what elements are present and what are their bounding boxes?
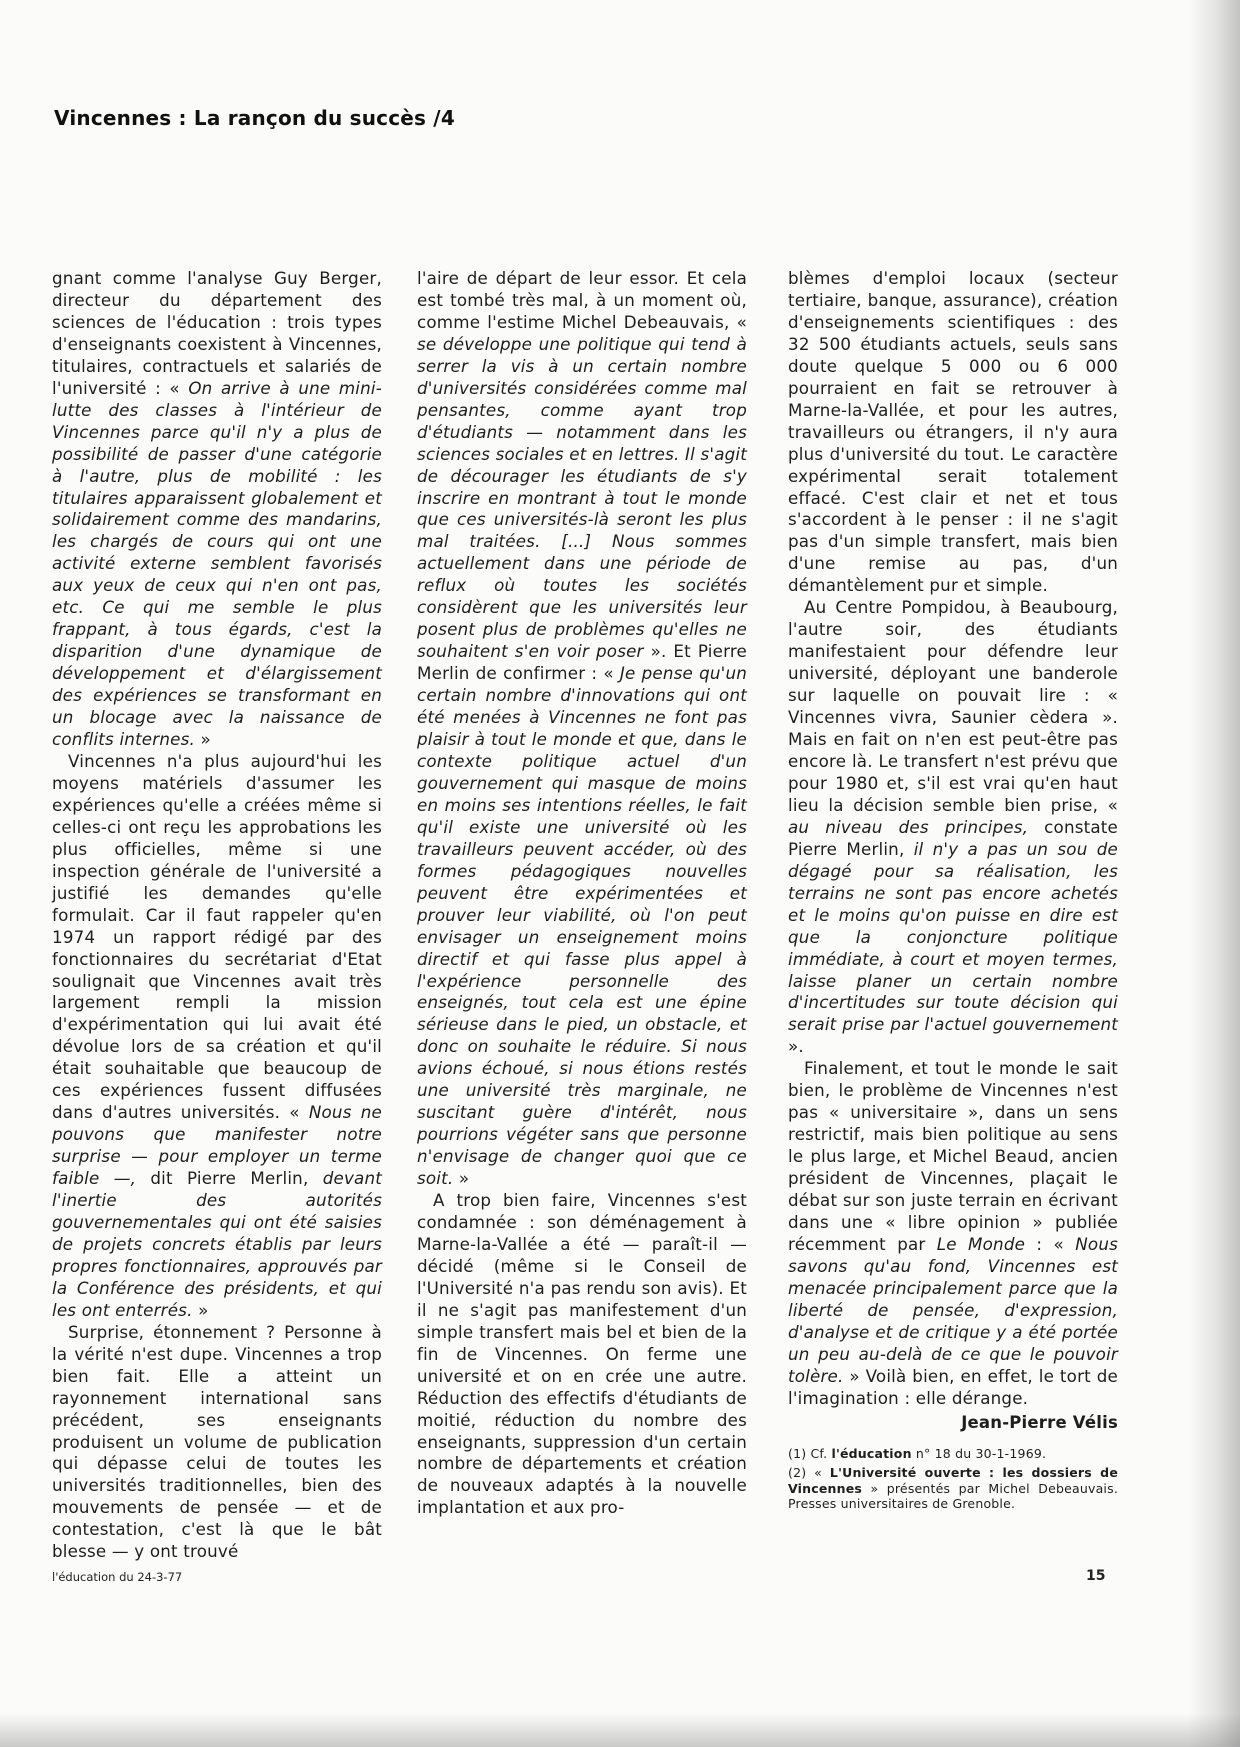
scan-bottom-edge (0, 1713, 1240, 1747)
paragraph: l'aire de départ de leur essor. Et cela est tombé très mal, à un moment où, comme l'estime Michel Debeauvais, « se développe une politique qui tend à serrer la vis à un certain nombre d'universités considérées comme mal pensantes, comme ayant trop d'étudiants — notamment dans les sciences sociales et en lettres. Il s'agit de décourager les étudiants de s'y inscrire en montrant à tout le monde que ces universités-là seront les plus mal traitées. [...] Nous sommes actuellement dans une période de reflux où toutes les sociétés considèrent que les universités leur posent plus de problèmes qu'elles ne souhaitent s'en voir poser ». Et Pierre Merlin de confirmer : « Je pense qu'un certain nombre d'innovations qui ont été menées à Vincennes ne font pas plaisir à tout le monde et que, dans le contexte politique actuel d'un gouvernement qui masque de moins en moins ses intentions réelles, le fait qu'il existe une université où les travailleurs peuvent accéder, où des formes pédagogiques nouvelles peuvent être expérimentées et prouver leur viabilité, où l'on peut envisager un enseignement moins directif et qui fasse plus appel à l'expérience personnelle des enseignés, tout cela est une épine sérieuse dans le pied, un obstacle, et donc on souhaite le réduire. Si nous avions échoué, si nous étions restés une université très marginale, ne suscitant guère d'intérêt, nous pourrions végéter sans que personne n'envisage de changer quoi que ce soit. » (417, 268, 748, 1189)
paragraph: gnant comme l'analyse Guy Berger, directeur du département des sciences de l'éducation : trois types d'enseignants coexistent à Vincennes, titulaires, contractuels et salariés de l'université : « On arrive à une mini-lutte des classes à l'intérieur de Vincennes parce qu'il n'y a plus de possibilité de passer d'une catégorie à l'autre, plus de mobilité : les titulaires apparaissent globalement et solidairement comme des mandarins, les chargés de cours qui ont une activité externe semblent favorisés aux yeux de ceux qui n'en ont pas, etc. Ce qui me semble le plus frappant, à tous égards, c'est la disparition d'une dynamique de développement et d'élargissement des expériences se transformant en un blocage avec la naissance de conflits internes. » (52, 268, 382, 750)
author-signature: Jean-Pierre Vélis (961, 1412, 1118, 1432)
paragraph: Au Centre Pompidou, à Beaubourg, l'autre soir, des étudiants manifestaient pour défendre leur université, déployant une banderole sur laquelle on pouvait lire : « Vincennes vivra, Saunier cèdera ». Mais en fait on n'en est peut-être pas encore là. Le transfert n'est prévu que pour 1980 et, s'il est vrai qu'en haut lieu la décision semble bien prise, « au niveau des principes, constate Pierre Merlin, il n'y a pas un sou de dégagé pour sa réalisation, les terrains ne sont pas encore achetés et le moins qu'on puisse en dire est que la conjoncture politique immédiate, à court et moyen termes, laisse planer un certain nombre d'incertitudes sur toute décision qui serait prise par l'actuel gouvernement ». (788, 597, 1119, 1057)
footer-publication: l'éducation du 24-3-77 (52, 1570, 183, 1584)
page-number: 15 (1086, 1568, 1106, 1584)
text-column-3 (788, 268, 1118, 1516)
footnote-1: (1) Cf. l'éducation n° 18 du 30-1-1969. (788, 1445, 1047, 1461)
footnotes (788, 1446, 1118, 1512)
paragraph: Finalement, et tout le monde le sait bien, le problème de Vincennes n'est pas « universitaire », dans un sens restrictif, mais bien politique au sens le plus large, et Michel Beaud, ancien président de Vincennes, plaçait le débat sur son juste terrain en écrivant dans une « libre opinion » publiée récemment par Le Monde : « Nous savons qu'au fond, Vincennes est menacée principalement parce que la liberté de pensée, d'expression, d'analyse et de critique y a été portée un peu au-delà de ce que le pouvoir tolère. » Voilà bien, en effet, le tort de l'imagination : elle dérange. (788, 1058, 1118, 1408)
footnote-2: (2) « L'Université ouverte : les dossiers de Vincennes » présentés par Michel Debeauvais. Presses universitaires de Grenoble. (788, 1465, 1118, 1512)
article-header: Vincennes : La rançon du succès /4 (54, 106, 455, 130)
page-edge-shadow (1188, 0, 1240, 1747)
text-column-2 (417, 268, 747, 1519)
paragraph: A trop bien faire, Vincennes s'est condamnée : son déménagement à Marne-la-Vallée a été — paraît-il — décidé (même si le Conseil de l'Université n'a pas rendu son avis). Et il ne s'agit pas manifestement d'un simple transfert mais bel et bien de la fin de Vincennes. On ferme une université et on en crée une autre. Réduction des effectifs d'étudiants de moitié, réduction du nombre des enseignants, suppression d'un certain nombre de départements et création de nouveaux adaptés à la nouvelle implantation et aux pro- (417, 1190, 747, 1518)
paragraph: Vincennes n'a plus aujourd'hui les moyens matériels d'assumer les expériences qu'elle a créées même si celles-ci ont reçu les approbations les plus officielles, même si une inspection générale de l'université a justifié les demandes qu'elle formulait. Car il faut rappeler qu'en 1974 un rapport rédigé par des fonctionnaires du secrétariat d'Etat soulignait que Vincennes avait très largement rempli la mission d'expérimentation qui lui avait été dévolue lors de sa création et qu'il était souhaitable que beaucoup de ces expériences fussent diffusées dans d'autres universités. « Nous ne pouvons que manifester notre surprise — pour employer un terme faible —, dit Pierre Merlin, devant l'inertie des autorités gouvernementales qui ont été saisies de projets concrets établis par leurs propres fonctionnaires, approuvés par la Conférence des présidents, et qui les ont enterrés. » (52, 750, 382, 1320)
paragraph: blèmes d'emploi locaux (secteur tertiaire, banque, assurance), création d'enseignements scientifiques : des 32 500 étudiants actuels, seuls sans doute quelque 5 000 ou 6 000 pourraient en fait se retrouver à Marne-la-Vallée, et pour les autres, travailleurs ou étrangers, il n'y aura plus d'université du tout. Le caractère expérimental serait totalement effacé. C'est clair et net et tous s'accordent à le penser : il ne s'agit pas d'un simple transfert, mais bien d'une remise au pas, d'un démantèlement pur et simple. (788, 268, 1118, 596)
text-column-1 (52, 268, 382, 1563)
paragraph: Surprise, étonnement ? Personne à la vérité n'est dupe. Vincennes a trop bien fait. Elle a atteint un rayonnement international sans précédent, ses enseignants produisent un volume de publication qui dépasse celui de toutes les universités traditionnelles, bien des mouvements de pensée — et de contestation, c'est là que le bât blesse — y ont trouvé (52, 1321, 382, 1562)
